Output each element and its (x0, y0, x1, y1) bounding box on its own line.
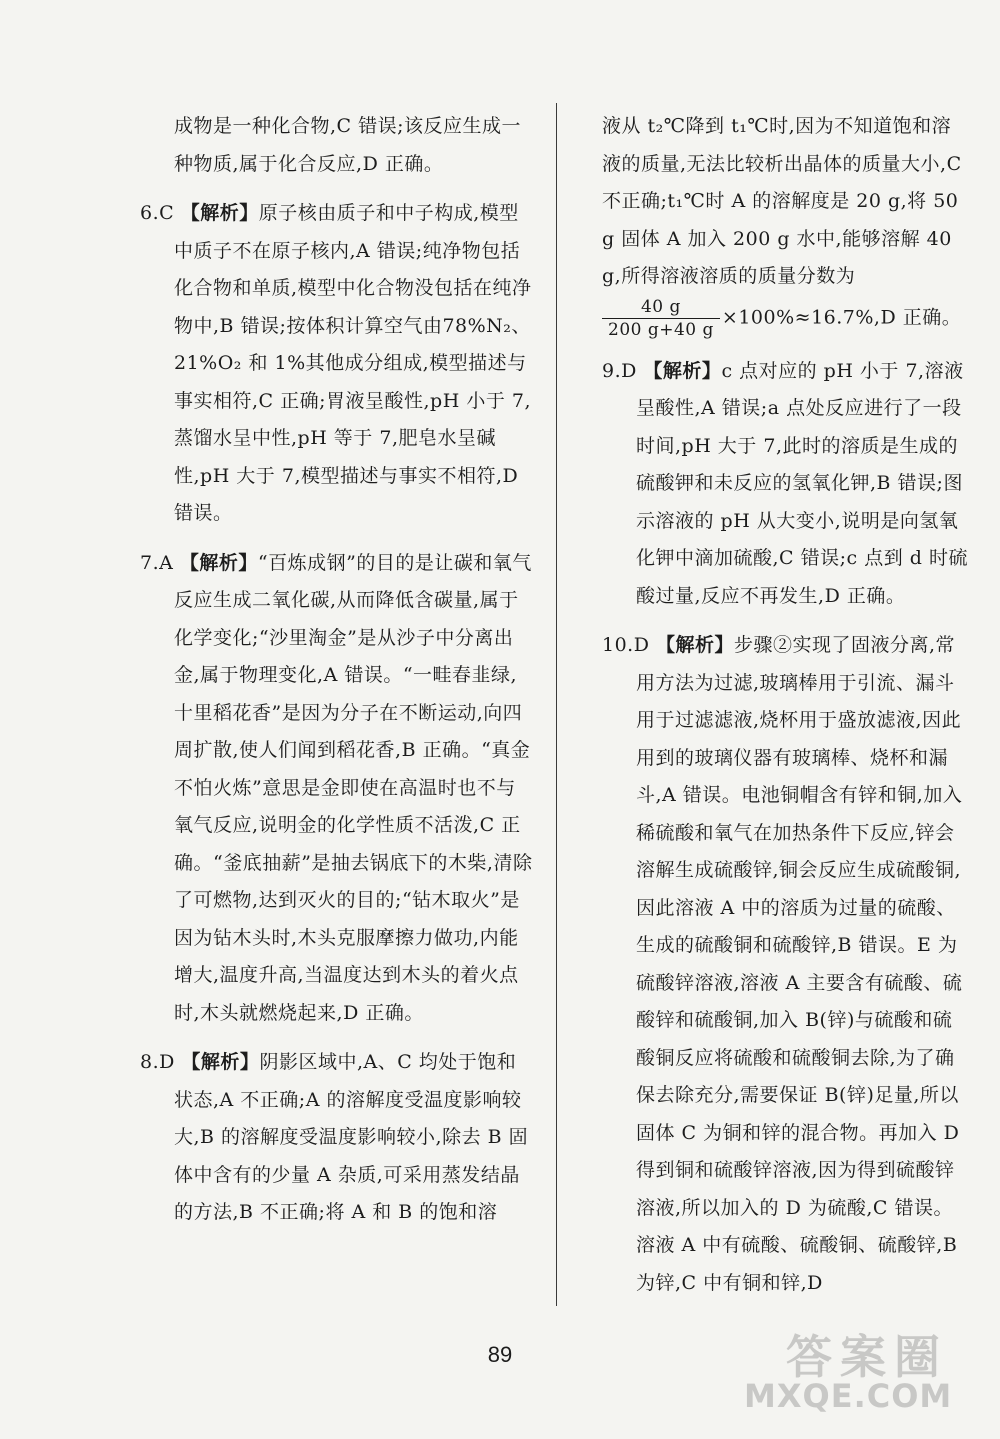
paragraph-text: 成物是一种化合物,C 错误;该反应生成一种物质,属于化合反应,D 正确。 (174, 115, 522, 175)
fraction-numerator: 40 g (602, 296, 720, 319)
analysis-tag: 【解析】 (656, 634, 735, 656)
answer-number: 9.D (602, 359, 637, 382)
answer-text: c 点对应的 pH 小于 7,溶液呈酸性,A 错误;a 点处反应进行了一段时间,pH 大于 7,此时的溶质是生成的硫酸钾和未反应的氢氧化钾,B 错误;图示溶液的 pH 从大变小,说明是向氢氧化钾中滴加硫酸,C 错误;c 点到 d 时硫酸过量,反应不再发生,D 正确。 (636, 359, 968, 607)
answer-text: “百炼成钢”的目的是让碳和氧气反应生成二氧化碳,从而降低含碳量,属于化学变化;“沙里淘金”是从沙子中分离出金,属于物理变化,A 错误。“一畦春韭绿,十里稻花香”是因为分子在不断运动,向四周扩散,使人们闻到稻花香,B 正确。“真金不怕火炼”意思是金即使在高温时也不与氧气反应,说明金的化学性质不活泼,C 正确。“釜底抽薪”是抽去锅底下的木柴,清除了可燃物,达到灭火的目的;“钻木取火”是因为钻木头时,木头克服摩擦力做功,内能增大,温度升高,当温度达到木头的着火点时,木头就燃烧起来,D 正确。 (174, 551, 533, 1024)
answer-text: 步骤②实现了固液分离,常用方法为过滤,玻璃棒用于引流、漏斗用于过滤滤液,烧杯用于盛放滤液,因此用到的玻璃仪器有玻璃棒、烧杯和漏斗,A 错误。电池铜帽含有锌和铜,加入稀硫酸和氧气在加热条件下反应,锌会溶解生成硫酸锌,铜会反应生成硫酸铜,因此溶液 A 中的溶质为过量的硫酸、生成的硫酸铜和硫酸锌,B 错误。E 为硫酸锌溶液,溶液 A 主要含有硫酸、硫酸锌和硫酸铜,加入 B(锌)与硫酸和硫酸铜反应将硫酸和硫酸铜去除,为了确保去除充分,需要保证 B(锌)足量,所以固体 C 为铜和锌的混合物。再加入 D 得到铜和硫酸锌溶液,因为得到硫酸锌溶液,所以加入的 D 为硫酸,C 错误。溶液 A 中有硫酸、硫酸铜、硫酸锌,B 为锌,C 中有铜和锌,D (636, 634, 963, 1294)
answer-number: 6.C (140, 202, 175, 224)
answer-number: 10.D (602, 634, 650, 656)
right-column (602, 108, 968, 1314)
analysis-tag: 【解析】 (180, 202, 259, 224)
left-column (140, 108, 535, 1244)
analysis-tag: 【解析】 (643, 359, 722, 382)
answer-7 (140, 545, 535, 1033)
answer-10 (602, 627, 968, 1302)
answer-6 (140, 195, 535, 533)
answer-9 (602, 353, 968, 616)
fraction (602, 296, 720, 341)
answer-text: 原子核由质子和中子构成,模型中质子不在原子核内,A 错误;纯净物包括化合物和单质,模型中化合物没包括在纯净物中,B 错误;按体积计算空气由78%N₂、21%O₂ 和 1%其他成分组成,模型描述与事实相符,C 正确;胃液呈酸性,pH 小于 7,蒸馏水呈中性,pH 等于 7,肥皂水呈碱性,pH 大于 7,模型描述与事实不相符,D 错误。 (174, 202, 532, 524)
answer-text: 阴影区域中,A、C 均处于饱和状态,A 不正确;A 的溶解度受温度影响较大,B 的溶解度受温度影响较小,除去 B 固体中含有的少量 A 杂质,可采用蒸发结晶的方法,B 不正确;将 A 和 B 的饱和溶 (174, 1051, 529, 1223)
column-divider (556, 103, 557, 1306)
continued-paragraph (140, 108, 535, 183)
fraction-tail: ×100%≈16.7%,D 正确。 (721, 306, 962, 328)
answer-number: 8.D (140, 1051, 175, 1073)
page-number: 89 (487, 1342, 513, 1367)
answer-number: 7.A (140, 551, 174, 574)
analysis-tag: 【解析】 (179, 551, 258, 574)
fraction-denominator: 200 g+40 g (608, 319, 714, 340)
watermark-bottom-text: MXQE.COM (744, 1377, 953, 1415)
continued-paragraph (602, 108, 968, 341)
analysis-tag: 【解析】 (181, 1051, 260, 1073)
paragraph-text: 液从 t₂℃降到 t₁℃时,因为不知道饱和溶液的质量,无法比较析出晶体的质量大小,C 不正确;t₁℃时 A 的溶解度是 20 g,将 50 g 固体 A 加入 200 g 水中,能够溶解 40 g,所得溶液溶质的质量分数为 (602, 115, 962, 287)
watermark-logo (742, 1321, 972, 1421)
watermark-top-text: 答案圈 (786, 1330, 948, 1384)
answer-8 (140, 1044, 535, 1232)
